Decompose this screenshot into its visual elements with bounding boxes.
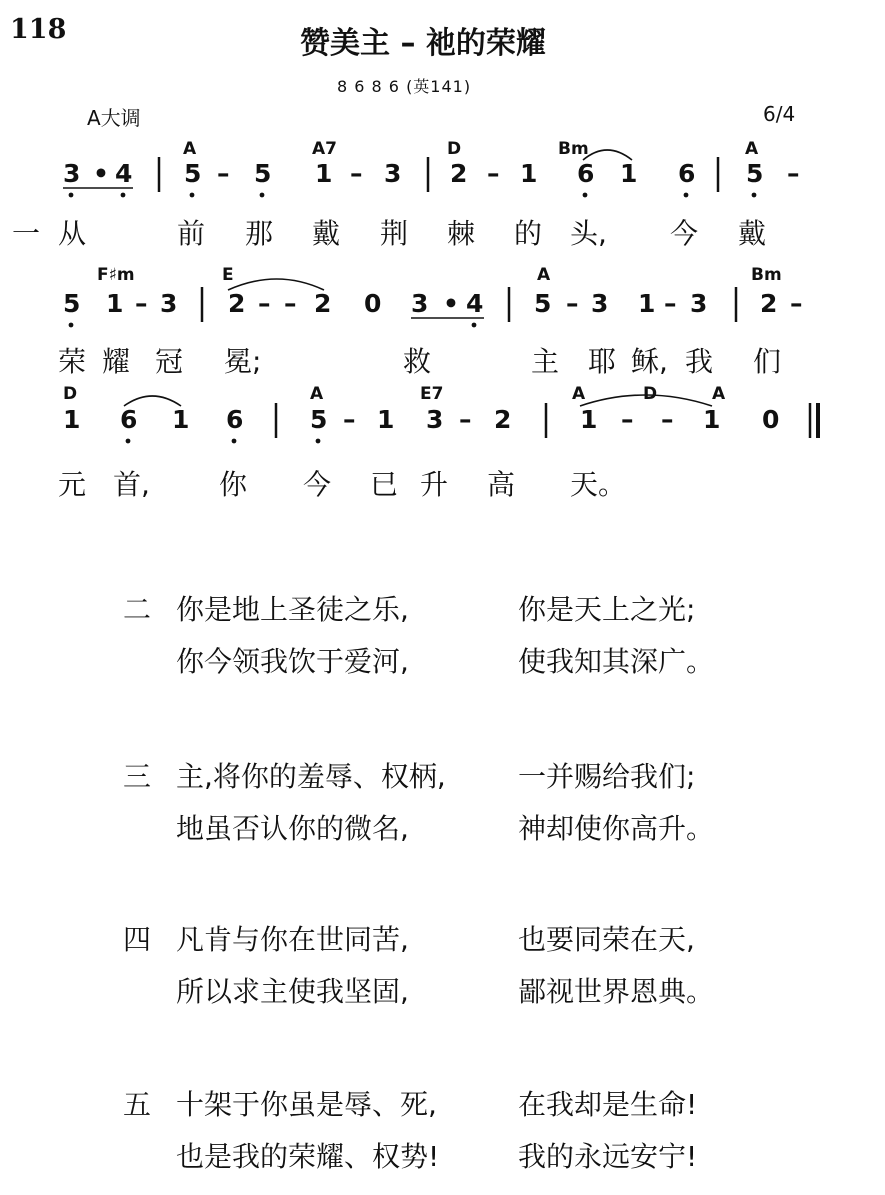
octave-dot (260, 193, 265, 198)
lyric-char: 前 (177, 217, 206, 250)
note: 4 (115, 159, 133, 188)
chord-symbol: Bm (751, 265, 782, 285)
lyric-char: 戴 (738, 217, 767, 250)
note: – (566, 289, 579, 318)
note: 2 (760, 289, 778, 318)
note: 4 (466, 289, 484, 318)
note: 5 (746, 159, 764, 188)
note: 5 (254, 159, 272, 188)
note: – (661, 405, 674, 434)
note: 5 (63, 289, 81, 318)
chord-symbol: E (222, 265, 234, 285)
lyric-char: 冕; (224, 345, 262, 378)
note: 1 (63, 405, 81, 434)
chord-symbol: E7 (420, 384, 444, 404)
lyric-char: 头, (570, 217, 607, 250)
octave-dot (190, 193, 195, 198)
time-signature: 6/4 (763, 102, 796, 126)
lyric-char: 冠 (155, 345, 184, 378)
note: – (217, 159, 230, 188)
page-number: 118 (10, 14, 67, 45)
verse-line: 也要同荣在天, (518, 923, 695, 956)
lyric-char: 棘 (447, 217, 476, 250)
note: 6 (226, 405, 244, 434)
verse-line: 也是我的荣耀、权势! (176, 1140, 440, 1173)
octave-dot (752, 193, 757, 198)
verse-line: 凡肯与你在世同苦, (176, 923, 409, 956)
chord-symbol: A (537, 265, 551, 285)
lyric-char: 从 (58, 217, 87, 250)
lyric-char: 升 (420, 468, 449, 501)
note: 3 (63, 159, 81, 188)
octave-dot (583, 193, 588, 198)
note: 1 (106, 289, 124, 318)
chord-symbol: D (447, 139, 462, 159)
lyric-char: 耀 (102, 345, 131, 378)
chord-symbol: A (310, 384, 324, 404)
octave-dot (684, 193, 689, 198)
verse-line: 使我知其深广。 (518, 645, 715, 678)
note: 1 (172, 405, 190, 434)
chord-symbol: F♯m (97, 265, 135, 285)
octave-dot (121, 193, 126, 198)
note: 1 (703, 405, 721, 434)
note: 1 (638, 289, 656, 318)
note: 3 (426, 405, 444, 434)
verse-line: 神却使你高升。 (518, 812, 715, 845)
lyric-char: 稣, (631, 345, 668, 378)
lyric-char: 我 (685, 345, 714, 378)
lyric-char: 戴 (312, 217, 341, 250)
verse-line: 你今领我饮于爱河, (176, 645, 409, 678)
verse-line: 我的永远安宁! (518, 1140, 698, 1173)
note: 1 (520, 159, 538, 188)
note: • (443, 289, 460, 318)
verse-number: 五 (123, 1088, 152, 1121)
lyric-char: 主 (531, 345, 560, 378)
note: 0 (364, 289, 382, 318)
key-signature: A大调 (87, 106, 141, 130)
verse-line: 你是地上圣徒之乐, (176, 593, 409, 626)
lyric-char: 一 (12, 217, 41, 250)
note: 5 (184, 159, 202, 188)
chord-symbol: D (63, 384, 78, 404)
verse-line: 主,将你的羞辱、权柄, (176, 760, 446, 793)
note: 0 (762, 405, 780, 434)
lyric-char: 的 (514, 217, 543, 250)
octave-dot (316, 439, 321, 444)
note: 5 (534, 289, 552, 318)
hymn-title: 赞美主 – 祂的荣耀 (300, 26, 546, 61)
verse-number: 三 (123, 760, 152, 793)
lyric-char: 荆 (380, 217, 409, 250)
chord-symbol: A (745, 139, 759, 159)
lyric-char: 高 (487, 468, 516, 501)
lyric-char: 们 (753, 345, 782, 378)
lyric-char: 耶 (588, 345, 617, 378)
meter-info: 8 6 8 6 (英141) (337, 77, 472, 96)
note: – (621, 405, 634, 434)
lyric-char: 你 (219, 468, 248, 501)
note: • (93, 159, 110, 188)
note: 1 (315, 159, 333, 188)
octave-dot (232, 439, 237, 444)
verse-number: 二 (123, 593, 152, 626)
verse-line: 所以求主使我坚固, (176, 975, 409, 1008)
note: – (284, 289, 297, 318)
octave-dot (126, 439, 131, 444)
chord-symbol: A7 (312, 139, 337, 159)
lyric-char: 已 (370, 468, 399, 501)
octave-dot (472, 323, 477, 328)
note: 2 (494, 405, 512, 434)
note: – (135, 289, 148, 318)
note: 6 (577, 159, 595, 188)
lyric-char: 元 (58, 468, 87, 501)
note: 3 (384, 159, 402, 188)
verse-number: 四 (123, 923, 152, 956)
lyric-char: 今 (670, 217, 699, 250)
note: – (343, 405, 356, 434)
lyric-char: 荣 (58, 345, 87, 378)
chord-symbol: A (712, 384, 726, 404)
lyric-char: 首, (113, 468, 150, 501)
lyric-char: 那 (245, 217, 274, 250)
note: – (790, 289, 803, 318)
chord-symbol: Bm (558, 139, 589, 159)
verse-line: 地虽否认你的微名, (176, 812, 409, 845)
octave-dot (69, 193, 74, 198)
note: 3 (411, 289, 429, 318)
verse-line: 鄙视世界恩典。 (518, 975, 715, 1008)
note: 3 (690, 289, 708, 318)
verse-line: 十架于你虽是辱、死, (176, 1088, 437, 1121)
verse-line: 一并赐给我们; (518, 760, 696, 793)
octave-dot (69, 323, 74, 328)
verse-line: 你是天上之光; (518, 593, 696, 626)
verse-line: 在我却是生命! (518, 1088, 698, 1121)
lyric-char: 救 (403, 345, 432, 378)
note: – (664, 289, 677, 318)
lyric-char: 天。 (570, 468, 627, 501)
note: 2 (228, 289, 246, 318)
note: – (487, 159, 500, 188)
lyric-char: 今 (303, 468, 332, 501)
chord-symbol: D (643, 384, 658, 404)
note: 6 (678, 159, 696, 188)
note: 3 (160, 289, 178, 318)
note: 1 (377, 405, 395, 434)
note: – (258, 289, 271, 318)
note: 5 (310, 405, 328, 434)
note: – (787, 159, 800, 188)
note: 6 (120, 405, 138, 434)
note: – (459, 405, 472, 434)
note: 1 (620, 159, 638, 188)
note: – (350, 159, 363, 188)
note: 2 (450, 159, 468, 188)
note: 3 (591, 289, 609, 318)
chord-symbol: A (572, 384, 586, 404)
note: 2 (314, 289, 332, 318)
chord-symbol: A (183, 139, 197, 159)
note: 1 (580, 405, 598, 434)
